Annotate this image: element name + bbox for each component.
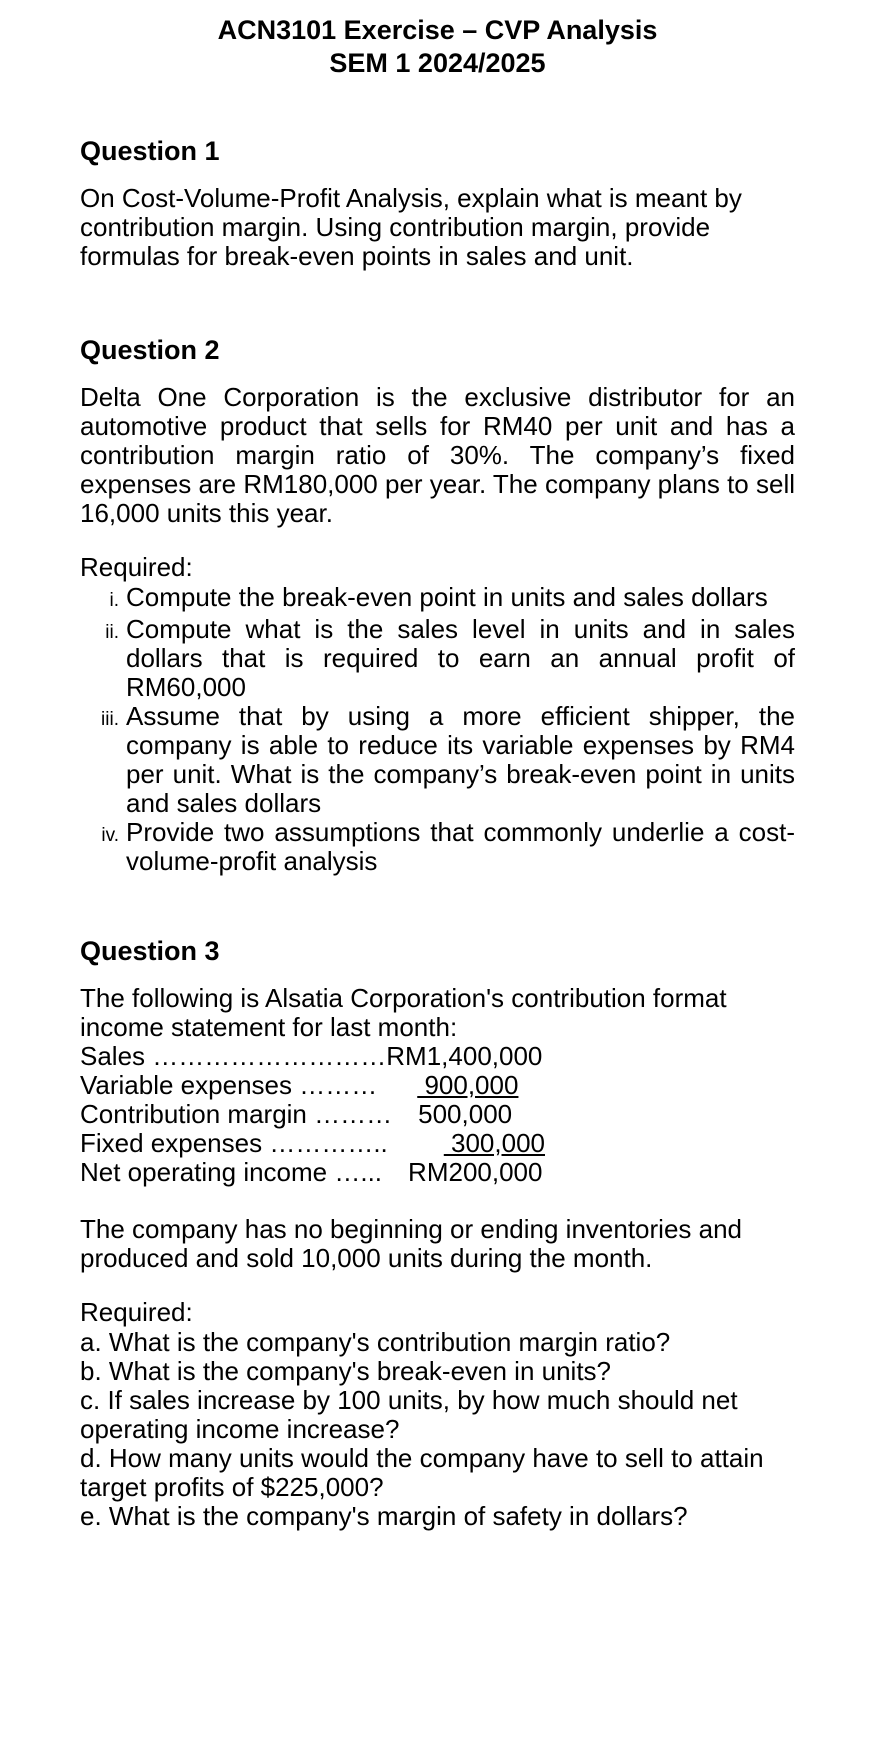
document-title: ACN3101 Exercise – CVP Analysis [217,15,658,45]
list-item: c. If sales increase by 100 units, by how much should net operating income increase? [80,1384,738,1444]
question-3-note: The company has no beginning or ending inventories and produced and sold 10,000 units during the month. [80,1213,743,1273]
statement-dots: ……… [306,1098,393,1129]
statement-label: Fixed expenses [80,1127,263,1158]
list-item: e. What is the company's margin of safety in dollars? [80,1500,688,1531]
list-item-text: Compute the break-even point in units and sales dollars [126,581,768,612]
question-2-heading: Question 2 [80,334,220,365]
question-2-required-label: Required: [80,551,193,582]
statement-dots: …... [327,1156,383,1187]
list-marker: ii. [105,621,119,643]
question-3-intro: The following is Alsatia Corporation's contribution format income statement for last month: [80,982,727,1042]
statement-label: Sales [80,1040,146,1071]
statement-value: RM1,400,000 [386,1040,543,1071]
statement-row-fixed-expenses [80,1129,795,1158]
question-3-section [80,936,795,1531]
statement-dots: ……… [292,1069,378,1100]
list-item [96,615,795,702]
list-item-text: Provide two assumptions that commonly underlie a cost-volume-profit analysis [126,816,795,876]
list-item: b. What is the company's break-even in units? [80,1355,612,1386]
question-1-heading: Question 1 [80,135,220,166]
list-item: a. What is the company's contribution margin ratio? [80,1326,671,1357]
list-marker: i. [109,589,119,611]
list-item-text: Compute what is the sales level in units and in sales dollars that is required to earn an annual profit of RM60,000 [126,613,795,702]
statement-value: 300,000 [443,1127,545,1158]
question-1-section [80,136,795,271]
document-header [80,14,795,80]
question-2-section [80,335,795,876]
statement-dots: ……………………… [145,1040,387,1071]
list-marker: iii. [101,708,119,730]
document-subtitle: SEM 1 2024/2025 [329,47,546,78]
list-item [96,702,795,818]
question-3-heading: Question 3 [80,935,220,966]
question-2-body: Delta One Corporation is the exclusive distributor for an automotive product that sells for RM40 per unit and has a contribution margin ratio of 30%. The company’s fixed expenses are RM180,000 per year. The company plans to sell 16,000 units this year. [80,381,795,528]
question-2-requirements-list [80,583,795,876]
statement-row-net-operating-income [80,1158,795,1187]
income-statement [80,1042,795,1187]
statement-value: 500,000 [418,1098,513,1129]
question-1-body: On Cost-Volume-Profit Analysis, explain what is meant by contribution margin. Using contribution margin, provide formulas for break-even points in sales and unit. [80,182,742,271]
question-3-required-label: Required: [80,1296,193,1327]
statement-value: RM200,000 [408,1156,543,1187]
list-item: d. How many units would the company have to sell to attain target profits of $225,000? [80,1442,764,1502]
list-item [96,818,795,876]
list-item [96,583,795,615]
statement-row-contribution-margin [80,1100,795,1129]
statement-value: 900,000 [417,1069,519,1100]
statement-dots: ………….. [262,1127,388,1158]
question-3-requirements-list [80,1328,795,1531]
statement-label: Contribution margin [80,1098,307,1129]
list-item-text: Assume that by using a more efficient shipper, the company is able to reduce its variable expenses by RM4 per unit. What is the company’s break-even point in units and sales dollars [126,700,795,818]
statement-row-sales [80,1042,795,1071]
list-marker: iv. [101,824,119,846]
statement-row-variable-expenses [80,1071,795,1100]
statement-label: Net operating income [80,1156,328,1187]
statement-label: Variable expenses [80,1069,292,1100]
